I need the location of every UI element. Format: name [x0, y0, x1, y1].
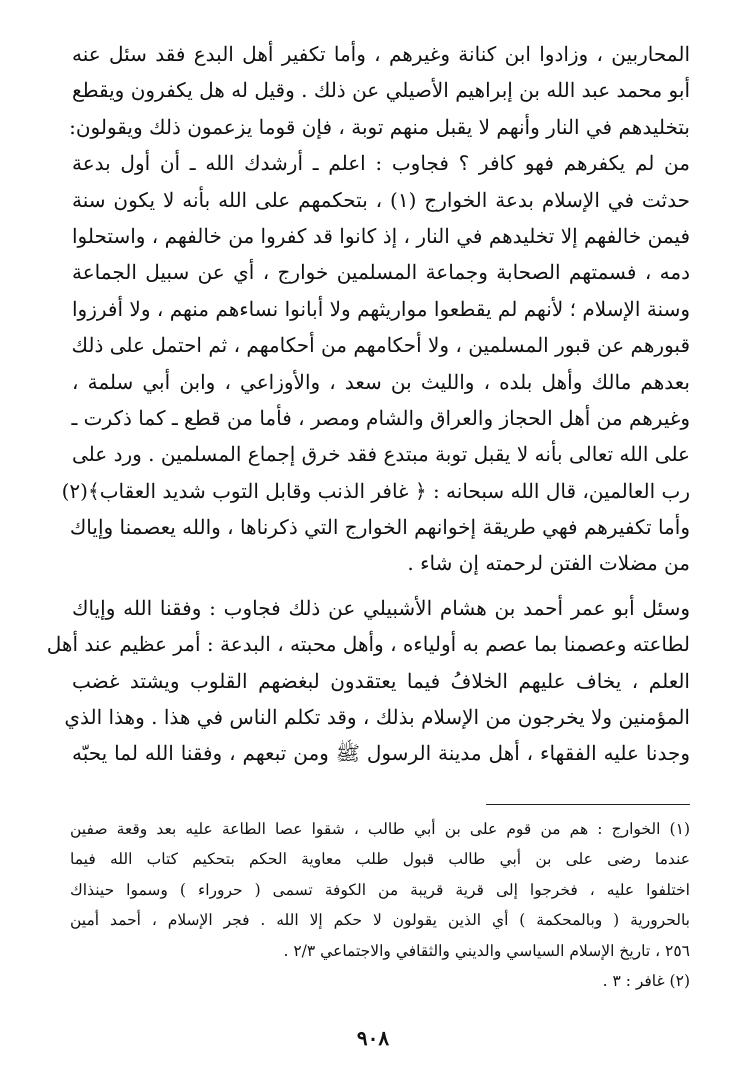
text-line: العلم ، يخاف عليهم الخلافُ فيما يعتقدون لبغضهم القلوب ويشتد غضب — [72, 668, 690, 693]
footnote-line: بالحرورية ( وبالمحكمة ) أي الذين يقولون لا حكم إلا الله . فجر الإسلام ، أحمد أمين — [70, 911, 690, 930]
page-number: ٩٠٨ — [356, 1026, 390, 1050]
footnotes — [70, 814, 690, 996]
footnote-line: اختلفوا عليه ، فخرجوا إلى قرية قريبة من الكوفة تسمى ( حروراء ) وسموا حينذاك — [70, 880, 690, 899]
footnote-line: (١) الخوارج : هم من قوم على بن أبي طالب ، شقوا عصا الطاعة عليه بعد وقعة صفين — [70, 820, 690, 838]
footnote-divider — [486, 804, 690, 805]
text-line: حدثت في الإسلام بدعة الخوارج (١) ، بتحكمهم على الله بأنه لا يكون سنة — [72, 187, 690, 212]
text-line: لطاعته وعصمنا بما عصم به أولياءه ، وأهل محبته ، البدعة : أمر عظيم عند أهل — [46, 632, 690, 657]
footnote-line: (٢) غافر : ٣ . — [602, 971, 690, 990]
text-line: وغيرهم من أهل الحجاز والعراق والشام ومصر ، فأما من قطع ـ كما ذكرت ـ — [71, 405, 690, 430]
text-line: دمه ، فسمتهم الصحابة وجماعة المسلمين خوارج ، أي عن سبيل الجماعة — [72, 260, 690, 285]
text-line: وأما تكفيرهم فهي طريقة إخوانهم الخوارج التي ذكرناها ، والله يعصمنا وإياك — [69, 515, 690, 540]
text-line: قبورهم عن قبور المسلمين ، ولا أحكامهم من أحكامهم ، ثم احتمل على ذلك — [71, 333, 690, 358]
footnote-line: عندما رضى على بن أبي طالب قبول طلب معاوية الحكم بتحكيم كتاب الله فيما — [70, 850, 690, 869]
text-line: من لم يكفرهم فهو كافر ؟ فجاوب : اعلم ـ أرشدك الله ـ أن أول بدعة — [72, 151, 690, 176]
text-line: رب العالمين، قال الله سبحانه : ﴿ غافر الذنب وقابل التوب شديد العقاب﴾(٢) — [61, 478, 690, 503]
footnote-line: ٢٥٦ ، تاريخ الإسلام السياسي والديني والثقافي والاجتماعي ٢/٣ . — [283, 941, 690, 960]
text-line: أبو محمد عبد الله بن إبراهيم الأصيلي عن ذلك . وقيل له هل يكفرون ويقطع — [71, 78, 690, 103]
paragraph-gap — [72, 582, 690, 590]
text-line: المحاربين ، وزادوا ابن كنانة وغيرهم ، وأما تكفير أهل البدع فقد سئل عنه — [72, 42, 690, 66]
text-line: فيمن خالفهم إلا تخليدهم في النار ، إذ كانوا قد كفروا من خالفهم ، واستحلوا — [72, 223, 690, 248]
text-line: على الله تعالى بأنه لا يقبل توبة مبتدع فقد خرق إجماع المسلمين . ورد على — [72, 442, 690, 467]
text-line: من مضلات الفتن لرحمته إن شاء . — [407, 551, 690, 576]
text-line: وسئل أبو عمر أحمد بن هشام الأشبيلي عن ذلك فجاوب : وفقنا الله وإياك — [72, 595, 690, 620]
text-line: المؤمنين ولا يخرجون من الإسلام بذلك ، وقد تكلم الناس في هذا . وهذا الذي — [64, 705, 690, 730]
text-line: وجدنا عليه الفقهاء ، أهل مدينة الرسول ﷺ ومن تبعهم ، وفقنا الله لما يحبّه — [72, 741, 691, 766]
main-text — [46, 36, 691, 772]
text-line: وسنة الإسلام ؛ لأنهم لم يقطعوا مواريثهم ولا أبانوا نساءهم منهم ، ولا أفرزوا — [72, 296, 690, 321]
text-line: بعدهم مالك وأهل بلده ، والليث بن سعد ، والأوزاعي ، وابن أبي سلمة ، — [72, 369, 690, 394]
text-line: بتخليدهم في النار وأنهم لا يقبل منهم توبة ، فإن قوما يزعمون ذلك ويقولون: — [69, 114, 690, 139]
